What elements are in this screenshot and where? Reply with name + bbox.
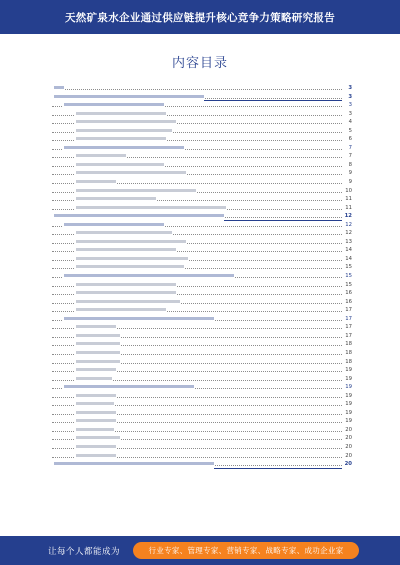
toc-entry-text: [74, 298, 180, 307]
toc-entry[interactable]: [52, 366, 352, 375]
toc-page-number: 17: [342, 306, 352, 315]
toc-page-number: 12: [342, 221, 352, 230]
toc-entry[interactable]: [52, 452, 352, 461]
toc-entry[interactable]: [52, 383, 352, 392]
toc-entry[interactable]: [52, 315, 352, 324]
toc-entry-text: [62, 383, 194, 392]
toc-entry[interactable]: [52, 255, 352, 264]
toc-entry-text: [74, 169, 186, 178]
toc-entry[interactable]: [52, 298, 352, 307]
toc-entry[interactable]: [52, 101, 352, 110]
footer-brand: 让每个人都能成为: [48, 546, 121, 557]
toc-page-number: 20: [342, 426, 352, 435]
toc-entry-text: [74, 452, 116, 461]
toc-entry-text: [74, 263, 184, 272]
report-title: 天然矿泉水企业通过供应链提升核心竞争力策略研究报告: [65, 11, 335, 24]
toc-page-number: 15: [342, 263, 352, 272]
toc-page-number: 20: [342, 443, 352, 452]
toc-page-number: 3: [342, 101, 352, 110]
toc-entry[interactable]: [52, 392, 352, 401]
toc-page-number: 19: [342, 417, 352, 426]
toc-entry-text: [52, 460, 214, 469]
toc-heading: 内容目录: [171, 56, 228, 71]
toc-page-number: 7: [342, 144, 352, 153]
toc-entry[interactable]: [52, 178, 352, 187]
toc-entry[interactable]: [52, 161, 352, 170]
toc-page-number: 16: [342, 298, 352, 307]
page-footer: [0, 536, 400, 565]
toc-page-number: 18: [342, 358, 352, 367]
toc-entry-text: [74, 417, 116, 426]
toc-entry[interactable]: [52, 135, 352, 144]
toc-page-number: 12: [342, 229, 352, 238]
toc-entry-text: [74, 255, 188, 264]
toc-page-number: 18: [342, 349, 352, 358]
toc-page-number: 15: [342, 281, 352, 290]
toc-page-number: 19: [342, 392, 352, 401]
toc-entry[interactable]: [52, 340, 352, 349]
toc-page-number: 3: [342, 84, 352, 93]
toc-page-number: 3: [342, 110, 352, 119]
toc-page-number: 19: [342, 409, 352, 418]
toc-page-number: 20: [342, 460, 352, 469]
toc-page-number: 14: [342, 246, 352, 255]
toc-entry-text: [74, 400, 114, 409]
toc-entry[interactable]: [52, 434, 352, 443]
toc-page-number: 19: [342, 400, 352, 409]
toc-entry-text: [74, 323, 116, 332]
toc-entry-text: [74, 358, 120, 367]
toc-entry[interactable]: [52, 84, 352, 93]
toc-entry-text: [74, 238, 186, 247]
toc-entry-text: [52, 212, 224, 221]
toc-entry-text: [62, 101, 164, 110]
toc-entry[interactable]: [52, 426, 352, 435]
toc-entry-text: [74, 229, 172, 238]
toc-entry-text: [74, 409, 116, 418]
toc-entry[interactable]: [52, 195, 352, 204]
toc-entry[interactable]: [52, 349, 352, 358]
toc-entry[interactable]: [52, 169, 352, 178]
toc-list: [52, 84, 352, 504]
toc-entry[interactable]: [52, 187, 352, 196]
toc-page-number: 17: [342, 315, 352, 324]
toc-entry[interactable]: [52, 443, 352, 452]
toc-entry-text: [74, 152, 126, 161]
toc-entry[interactable]: [52, 375, 352, 384]
toc-entry[interactable]: [52, 110, 352, 119]
toc-entry[interactable]: [52, 400, 352, 409]
toc-page-number: 20: [342, 452, 352, 461]
toc-entry[interactable]: [52, 221, 352, 230]
toc-page-number: 3: [342, 93, 352, 102]
toc-page-number: 17: [342, 332, 352, 341]
toc-entry-text: [74, 195, 156, 204]
toc-page-number: 18: [342, 340, 352, 349]
toc-entry-text: [74, 246, 176, 255]
toc-entry[interactable]: [52, 332, 352, 341]
toc-entry-text: [74, 434, 120, 443]
toc-page-number: 12: [342, 212, 352, 221]
toc-entry-text: [74, 340, 120, 349]
toc-entry[interactable]: [52, 323, 352, 332]
toc-entry-text: [74, 443, 116, 452]
toc-entry[interactable]: [52, 118, 352, 127]
toc-entry-text: [52, 93, 204, 102]
toc-entry[interactable]: [52, 127, 352, 136]
toc-entry-text: [74, 306, 166, 315]
toc-page-number: 4: [342, 118, 352, 127]
toc-entry[interactable]: [52, 204, 352, 213]
toc-entry-text: [62, 221, 164, 230]
toc-entry[interactable]: [52, 358, 352, 367]
toc-page-number: 14: [342, 255, 352, 264]
toc-entry-text: [74, 366, 116, 375]
toc-entry[interactable]: [52, 93, 352, 102]
toc-entry[interactable]: [52, 144, 352, 153]
toc-entry[interactable]: [52, 306, 352, 315]
toc-entry-text: [62, 144, 184, 153]
toc-entry-text: [74, 127, 172, 136]
toc-entry-text: [74, 289, 176, 298]
toc-entry-text: [62, 315, 214, 324]
toc-entry-text: [74, 281, 176, 290]
toc-entry[interactable]: [52, 460, 352, 469]
footer-slogan-badge: 行业专家、管理专家、营销专家、战略专家、成功企业家: [133, 542, 359, 559]
toc-page-number: 16: [342, 289, 352, 298]
toc-leader-dots: [52, 89, 342, 90]
toc-entry-text: [74, 426, 114, 435]
toc-entry[interactable]: [52, 212, 352, 221]
toc-entry-text: [74, 178, 116, 187]
toc-page-number: 10: [342, 187, 352, 196]
toc-page-number: 6: [342, 135, 352, 144]
toc-page-number: 15: [342, 272, 352, 281]
toc-entry-text: [74, 118, 176, 127]
toc-entry-text: [74, 375, 112, 384]
toc-page-number: 11: [342, 195, 352, 204]
toc-entry[interactable]: [52, 281, 352, 290]
toc-page-number: 19: [342, 375, 352, 384]
toc-entry[interactable]: [52, 417, 352, 426]
toc-entry-text: [74, 110, 166, 119]
toc-entry[interactable]: [52, 229, 352, 238]
toc-entry-text: [74, 187, 196, 196]
toc-entry-text: [74, 332, 120, 341]
toc-entry[interactable]: [52, 272, 352, 281]
toc-entry[interactable]: [52, 263, 352, 272]
toc-page-number: 9: [342, 169, 352, 178]
toc-page-number: 19: [342, 383, 352, 392]
toc-entry-text: [74, 135, 166, 144]
toc-page-number: 13: [342, 238, 352, 247]
toc-page-number: 9: [342, 178, 352, 187]
toc-page-number: 7: [342, 152, 352, 161]
toc-entry-text: [74, 392, 116, 401]
toc-page-number: 5: [342, 127, 352, 136]
toc-entry-text: [74, 349, 120, 358]
toc-entry[interactable]: [52, 246, 352, 255]
toc-page-number: 8: [342, 161, 352, 170]
toc-page-number: 19: [342, 366, 352, 375]
toc-page-number: 20: [342, 434, 352, 443]
toc-entry[interactable]: [52, 289, 352, 298]
toc-entry-text: [52, 84, 64, 93]
toc-page-number: 11: [342, 204, 352, 213]
toc-entry[interactable]: [52, 409, 352, 418]
toc-entry-text: [74, 161, 164, 170]
toc-entry-text: [62, 272, 234, 281]
toc-page-number: 17: [342, 323, 352, 332]
report-header: [0, 0, 400, 34]
toc-entry[interactable]: [52, 238, 352, 247]
toc-entry-text: [74, 204, 226, 213]
toc-entry[interactable]: [52, 152, 352, 161]
